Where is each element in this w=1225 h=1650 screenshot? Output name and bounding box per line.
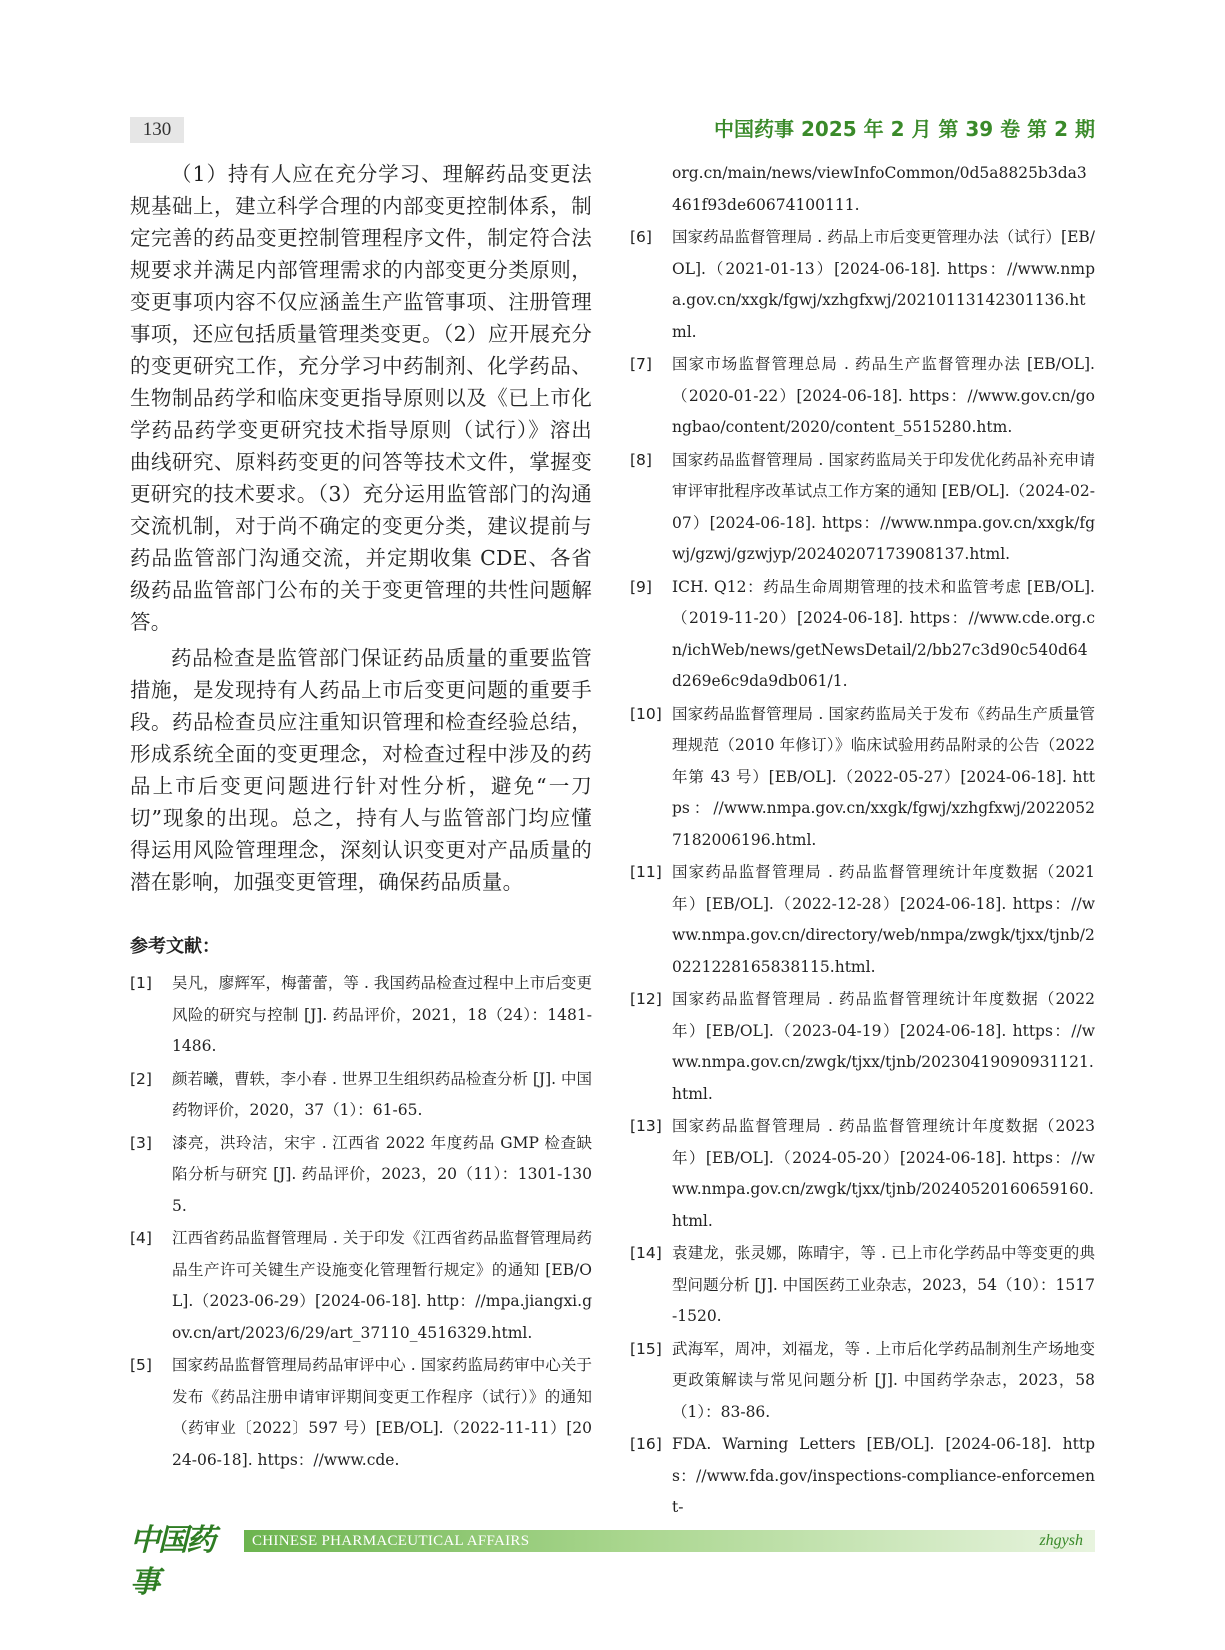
body-paragraph: 药品检查是监管部门保证药品质量的重要监管措施，是发现持有人药品上市后变更问题的重要手段。药品检查员应注重知识管理和检查经验总结，形成系统全面的变更理念，对检查过程中涉及的药品上市后变更问题进行针对性分析，避免“一刀切”现象的出现。总之，持有人与监管部门均应懂得运用风险管理理念，深刻认识变更对产品质量的潜在影响，加强变更管理，确保药品质量。 [130, 646, 592, 894]
reference-text: 国家药品监督管理局 . 药品上市后变更管理办法（试行）[EB/OL].（2021-01-13）[2024-06-18]. https：//www.nmpa.gov.cn/xxgk/fgwj/xzhgfxwj/20210113142301136.html. [672, 228, 1095, 341]
reference-number: [10] [630, 704, 662, 723]
reference-text: FDA. Warning Letters [EB/OL]. [2024-06-18]. https：//www.fda.gov/inspections-compliance-enforcement- [672, 1435, 1095, 1516]
reference-item [630, 857, 1095, 983]
reference-text: 国家药品监督管理局 . 药品监督管理统计年度数据（2022 年）[EB/OL].（2023-04-19）[2024-06-18]. https：//www.nmpa.gov.cn/zwgk/tjxx/tjnb/20230419090931121.html. [672, 990, 1095, 1103]
reference-number: [7] [630, 355, 652, 373]
reference-item [130, 1128, 592, 1223]
reference-item [130, 1350, 592, 1476]
page-header [130, 115, 1095, 145]
reference-text: 国家药品监督管理局 . 药品监督管理统计年度数据（2023 年）[EB/OL].（2024-05-20）[2024-06-18]. https：//www.nmpa.gov.cn/zwgk/tjxx/tjnb/20240520160659160.html. [672, 1117, 1095, 1230]
reference-item [130, 968, 592, 1063]
reference-number: [16] [630, 1435, 662, 1453]
reference-item [630, 445, 1095, 571]
left-column [130, 158, 592, 1477]
reference-item [630, 572, 1095, 698]
reference-text: 国家市场监督管理总局 . 药品生产监督管理办法 [EB/OL].（2020-01-22）[2024-06-18]. https：//www.gov.cn/gongbao/content/2020/content_5515280.htm. [672, 355, 1095, 436]
body-paragraph: （1）持有人应在充分学习、理解药品变更法规基础上，建立科学合理的内部变更控制体系，制定完善的药品变更控制管理程序文件，制定符合法规要求并满足内部管理需求的内部变更分类原则，变更事项内容不仅应涵盖生产监管事项、注册管理事项，还应包括质量管理类变更。（2）应开展充分的变更研究工作，充分学习中药制剂、化学药品、生物制品药学和临床变更指导原则以及《已上市化学药品药学变更研究技术指导原则（试行）》溶出曲线研究、原料药变更的问答等技术文件，掌握变更研究的技术要求。（3）充分运用监管部门的沟通交流机制，对于尚不确定的变更分类，建议提前与药品监管部门沟通交流，并定期收集 CDE、各省级药品监管部门公布的关于变更管理的共性问题解答。 [130, 162, 592, 634]
reference-number: [9] [630, 577, 652, 596]
right-column [630, 158, 1095, 1525]
reference-text: 吴凡，廖辉军，梅蕾蕾，等 . 我国药品检查过程中上市后变更风险的研究与控制 [J]. 药品评价，2021，18（24）：1481-1486. [172, 974, 592, 1055]
reference-text: 国家药品监督管理局 . 国家药监局关于印发优化药品补充申请审评审批程序改革试点工作方案的通知 [EB/OL].（2024-02-07）[2024-06-18]. https：//www.nmpa.gov.cn/xxgk/fgwj/gzwj/gzwjyp/20240207173908137.html. [672, 450, 1095, 563]
reference-number: [15] [630, 1339, 662, 1358]
footer-english-title: CHINESE PHARMACEUTICAL AFFAIRS [252, 1533, 530, 1549]
reference-text: ICH. Q12：药品生命周期管理的技术和监管考虑 [EB/OL].（2019-11-20）[2024-06-18]. https：//www.cde.org.cn/ichWeb/news/getNewsDetail/2/bb27c3d90c540d64d269e6c9da9db061/1. [672, 577, 1095, 690]
reference-item [630, 1334, 1095, 1429]
reference-item [630, 699, 1095, 857]
reference-text: 袁建龙，张灵娜，陈晴宇，等 . 已上市化学药品中等变更的典型问题分析 [J]. 中国医药工业杂志，2023，54（10）：1517-1520. [672, 1244, 1095, 1325]
reference-number: [8] [630, 450, 652, 469]
reference-text: 国家药品监督管理局药品审评中心 . 国家药监局药审中心关于发布《药品注册申请审评期间变更工作程序（试行）》的通知（药审业〔2022〕597 号）[EB/OL].（2022-11-11）[2024-06-18]. https：//www.cde. [172, 1356, 592, 1469]
reference-number: [3] [130, 1133, 152, 1152]
reference-text: 国家药品监督管理局 . 国家药监局关于发布《药品生产质量管理规范（2010 年修订）》临床试验用药品附录的公告（2022 年第 43 号）[EB/OL].（2022-05-27）[2024-06-18]. https：//www.nmpa.gov.cn/xxgk/fgwj/xzhgfxwj/20220527182006196.html. [672, 704, 1095, 849]
reference-text: 武海军，周冲，刘福龙，等 . 上市后化学药品制剂生产场地变更政策解读与常见问题分析 [J]. 中国药学杂志，2023，58（1）：83-86. [672, 1339, 1095, 1421]
reference-number: [13] [630, 1117, 662, 1135]
reference-number: [1] [130, 974, 152, 992]
footer-abbreviation: zhgysh [1039, 1532, 1083, 1549]
reference-number: [6] [630, 228, 652, 246]
page-number: 130 [130, 117, 184, 143]
reference-item [630, 349, 1095, 444]
journal-logo [130, 1520, 240, 1600]
reference-item [630, 1111, 1095, 1237]
reference-item [130, 1064, 592, 1127]
references-heading: 参考文献： [130, 936, 220, 957]
reference-number: [12] [630, 990, 662, 1008]
reference-continuation: org.cn/main/news/viewInfoCommon/0d5a8825b3da3461f93de60674100111. [672, 164, 1087, 214]
page-footer [130, 1520, 1095, 1600]
reference-number: [5] [130, 1356, 152, 1374]
reference-number: [2] [130, 1069, 152, 1088]
reference-number: [4] [130, 1229, 152, 1247]
reference-text: 漆亮，洪玲洁，宋宇 . 江西省 2022 年度药品 GMP 检查缺陷分析与研究 [J]. 药品评价，2023，20（11）：1301-1305. [172, 1133, 592, 1215]
reference-number: [11] [630, 863, 662, 881]
reference-text: 江西省药品监督管理局 . 关于印发《江西省药品监督管理局药品生产许可关键生产设施变化管理暂行规定》的通知 [EB/OL].（2023-06-29）[2024-06-18]. http：//mpa.jiangxi.gov.cn/art/2023/6/29/art_37110_4516329.html. [172, 1229, 592, 1342]
reference-item [630, 984, 1095, 1110]
reference-number: [14] [630, 1244, 662, 1262]
reference-item [630, 1429, 1095, 1524]
journal-title: 中国药事 2025 年 2 月 第 39 卷 第 2 期 [714, 117, 1095, 141]
reference-item [130, 1223, 592, 1349]
reference-text: 颜若曦，曹轶，李小春 . 世界卫生组织药品检查分析 [J]. 中国药物评价，2020，37（1）：61-65. [172, 1069, 592, 1119]
reference-item [630, 222, 1095, 348]
reference-text: 国家药品监督管理局 . 药品监督管理统计年度数据（2021 年）[EB/OL].（2022-12-28）[2024-06-18]. https：//www.nmpa.gov.cn/directory/web/nmpa/zwgk/tjxx/tjnb/20221228165838115.html. [672, 863, 1095, 976]
journal-logo-text: 中国药事 [130, 1523, 214, 1600]
footer-band [244, 1530, 1095, 1552]
reference-item [630, 1238, 1095, 1333]
